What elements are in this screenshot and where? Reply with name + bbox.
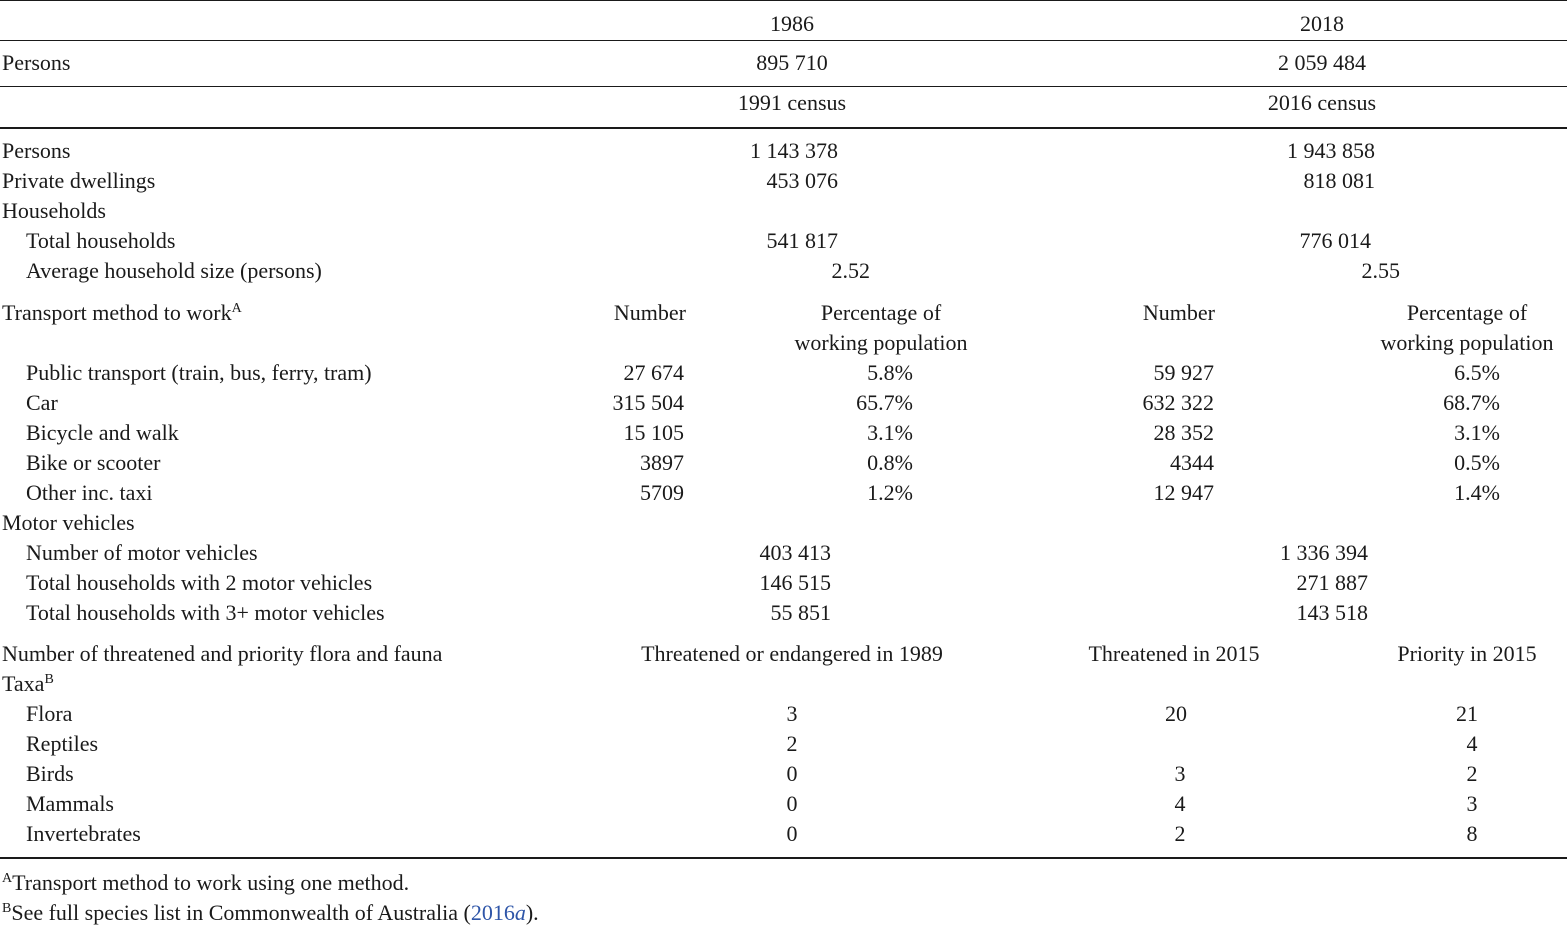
census-row-2016: 818 081 <box>1303 168 1375 193</box>
transport-row-number-2016: 12 947 <box>1153 480 1214 505</box>
column-header-number-1991: Number <box>613 300 686 325</box>
transport-row-number-2016: 4344 <box>1170 450 1214 475</box>
citation-link[interactable]: 2016a <box>470 900 526 925</box>
column-header-2016-census: 2016 census <box>1267 90 1377 115</box>
transport-row-percent-1991: 3.1% <box>867 420 913 445</box>
transport-row-percent-2016: 0.5% <box>1454 450 1500 475</box>
taxa-row-priority-2015: 3 <box>1466 791 1478 816</box>
taxa-row-threatened-2015: 4 <box>1174 791 1186 816</box>
transport-row-number-1991: 3897 <box>640 450 684 475</box>
avg-household-size-2016: 2.55 <box>1361 258 1400 283</box>
taxa-row-threatened-1989: 0 <box>786 761 798 786</box>
taxa-row-threatened-1989: 2 <box>786 731 798 756</box>
taxa-row-label: Mammals <box>26 791 114 816</box>
footnote-b: $^B$See full species list in Commonwealth of Australia (2016a). <box>2 900 539 925</box>
taxa-row-priority-2015: 8 <box>1466 821 1478 846</box>
transport-row-percent-2016: 6.5% <box>1454 360 1500 385</box>
column-header-percentage-1991: Percentage of working population <box>794 300 968 355</box>
taxa-row-priority-2015: 2 <box>1466 761 1478 786</box>
transport-row-label: Public transport (train, bus, ferry, tram) <box>26 360 372 385</box>
vehicles-row-2016: 143 518 <box>1296 600 1368 625</box>
taxa-row-priority-2015: 4 <box>1466 731 1478 756</box>
header-rule <box>0 40 1567 41</box>
avg-household-size-label: Average household size (persons) <box>26 258 322 283</box>
census-row-1991: 1 143 378 <box>750 138 838 163</box>
transport-row-label: Other inc. taxi <box>26 480 153 505</box>
census-top-rule <box>0 86 1567 87</box>
footnote-marker-b: B <box>44 672 54 687</box>
vehicles-row-1991: 403 413 <box>759 540 831 565</box>
column-header-threatened-1989: Threatened or endangered in 1989 <box>641 641 943 666</box>
transport-row-label: Bike or scooter <box>26 450 161 475</box>
top-rule <box>0 0 1567 1</box>
transport-row-percent-1991: 5.8% <box>867 360 913 385</box>
census-row-label: Private dwellings <box>2 168 156 193</box>
taxa-row-label: Reptiles <box>26 731 99 756</box>
vehicles-row-1991: 146 515 <box>759 570 831 595</box>
population-label: Persons <box>2 50 71 75</box>
transport-row-number-1991: 15 105 <box>623 420 684 445</box>
column-header-threatened-2015: Threatened in 2015 <box>1088 641 1260 666</box>
transport-row-number-2016: 28 352 <box>1153 420 1214 445</box>
column-header-priority-2015: Priority in 2015 <box>1397 641 1537 666</box>
transport-row-label: Bicycle and walk <box>26 420 179 445</box>
taxa-row-threatened-1989: 3 <box>786 701 798 726</box>
taxa-row-label: Flora <box>26 701 73 726</box>
bottom-rule <box>0 857 1567 859</box>
total-households-1991: 541 817 <box>766 228 838 253</box>
taxa-row-threatened-2015: 3 <box>1174 761 1186 786</box>
avg-household-size-1991: 2.52 <box>831 258 870 283</box>
column-header-1991-census: 1991 census <box>737 90 847 115</box>
census-row-label: Persons <box>2 138 71 163</box>
transport-row-percent-2016: 1.4% <box>1454 480 1500 505</box>
census-row-2016: 1 943 858 <box>1287 138 1375 163</box>
vehicles-row-2016: 1 336 394 <box>1280 540 1368 565</box>
taxa-row-threatened-2015: 20 <box>1165 701 1187 726</box>
motor-vehicles-heading: Motor vehicles <box>2 510 135 535</box>
population-1986: 895 710 <box>756 50 828 75</box>
footnote-a: $^A$Transport method to work using one method. <box>2 870 410 895</box>
taxa-row-label: Invertebrates <box>26 821 141 846</box>
taxa-row-label: Birds <box>26 761 74 786</box>
vehicles-row-1991: 55 851 <box>770 600 831 625</box>
taxa-row-priority-2015: 21 <box>1456 701 1478 726</box>
transport-row-number-1991: 5709 <box>640 480 684 505</box>
taxa-heading: Number of threatened and priority flora and fauna Taxa$^B$ <box>2 641 443 696</box>
census-row-1991: 453 076 <box>766 168 838 193</box>
transport-row-number-2016: 59 927 <box>1153 360 1214 385</box>
transport-row-percent-1991: 1.2% <box>867 480 913 505</box>
total-households-2016: 776 014 <box>1299 228 1371 253</box>
transport-row-number-1991: 315 504 <box>612 390 684 415</box>
taxa-row-threatened-2015: 2 <box>1174 821 1186 846</box>
taxa-row-threatened-1989: 0 <box>786 821 798 846</box>
transport-row-number-2016: 632 322 <box>1142 390 1214 415</box>
transport-row-label: Car <box>26 390 58 415</box>
households-heading: Households <box>2 198 106 223</box>
transport-row-percent-1991: 65.7% <box>856 390 913 415</box>
column-header-percentage-2016: Percentage of working population <box>1380 300 1554 355</box>
vehicles-row-2016: 271 887 <box>1296 570 1368 595</box>
total-households-label: Total households <box>26 228 176 253</box>
footnote-marker-a: A <box>231 301 242 316</box>
column-header-2018: 2018 <box>1300 11 1344 36</box>
census-header-rule <box>0 127 1567 129</box>
vehicles-row-label: Total households with 3+ motor vehicles <box>26 600 385 625</box>
vehicles-row-label: Total households with 2 motor vehicles <box>26 570 373 595</box>
column-header-number-2016: Number <box>1142 300 1215 325</box>
taxa-row-threatened-1989: 0 <box>786 791 798 816</box>
transport-row-number-1991: 27 674 <box>623 360 684 385</box>
transport-heading: Transport method to work$^A$ <box>2 300 242 325</box>
vehicles-row-label: Number of motor vehicles <box>26 540 258 565</box>
transport-row-percent-2016: 3.1% <box>1454 420 1500 445</box>
population-2018: 2 059 484 <box>1278 50 1366 75</box>
transport-row-percent-2016: 68.7% <box>1443 390 1500 415</box>
transport-row-percent-1991: 0.8% <box>867 450 913 475</box>
column-header-1986: 1986 <box>770 11 814 36</box>
